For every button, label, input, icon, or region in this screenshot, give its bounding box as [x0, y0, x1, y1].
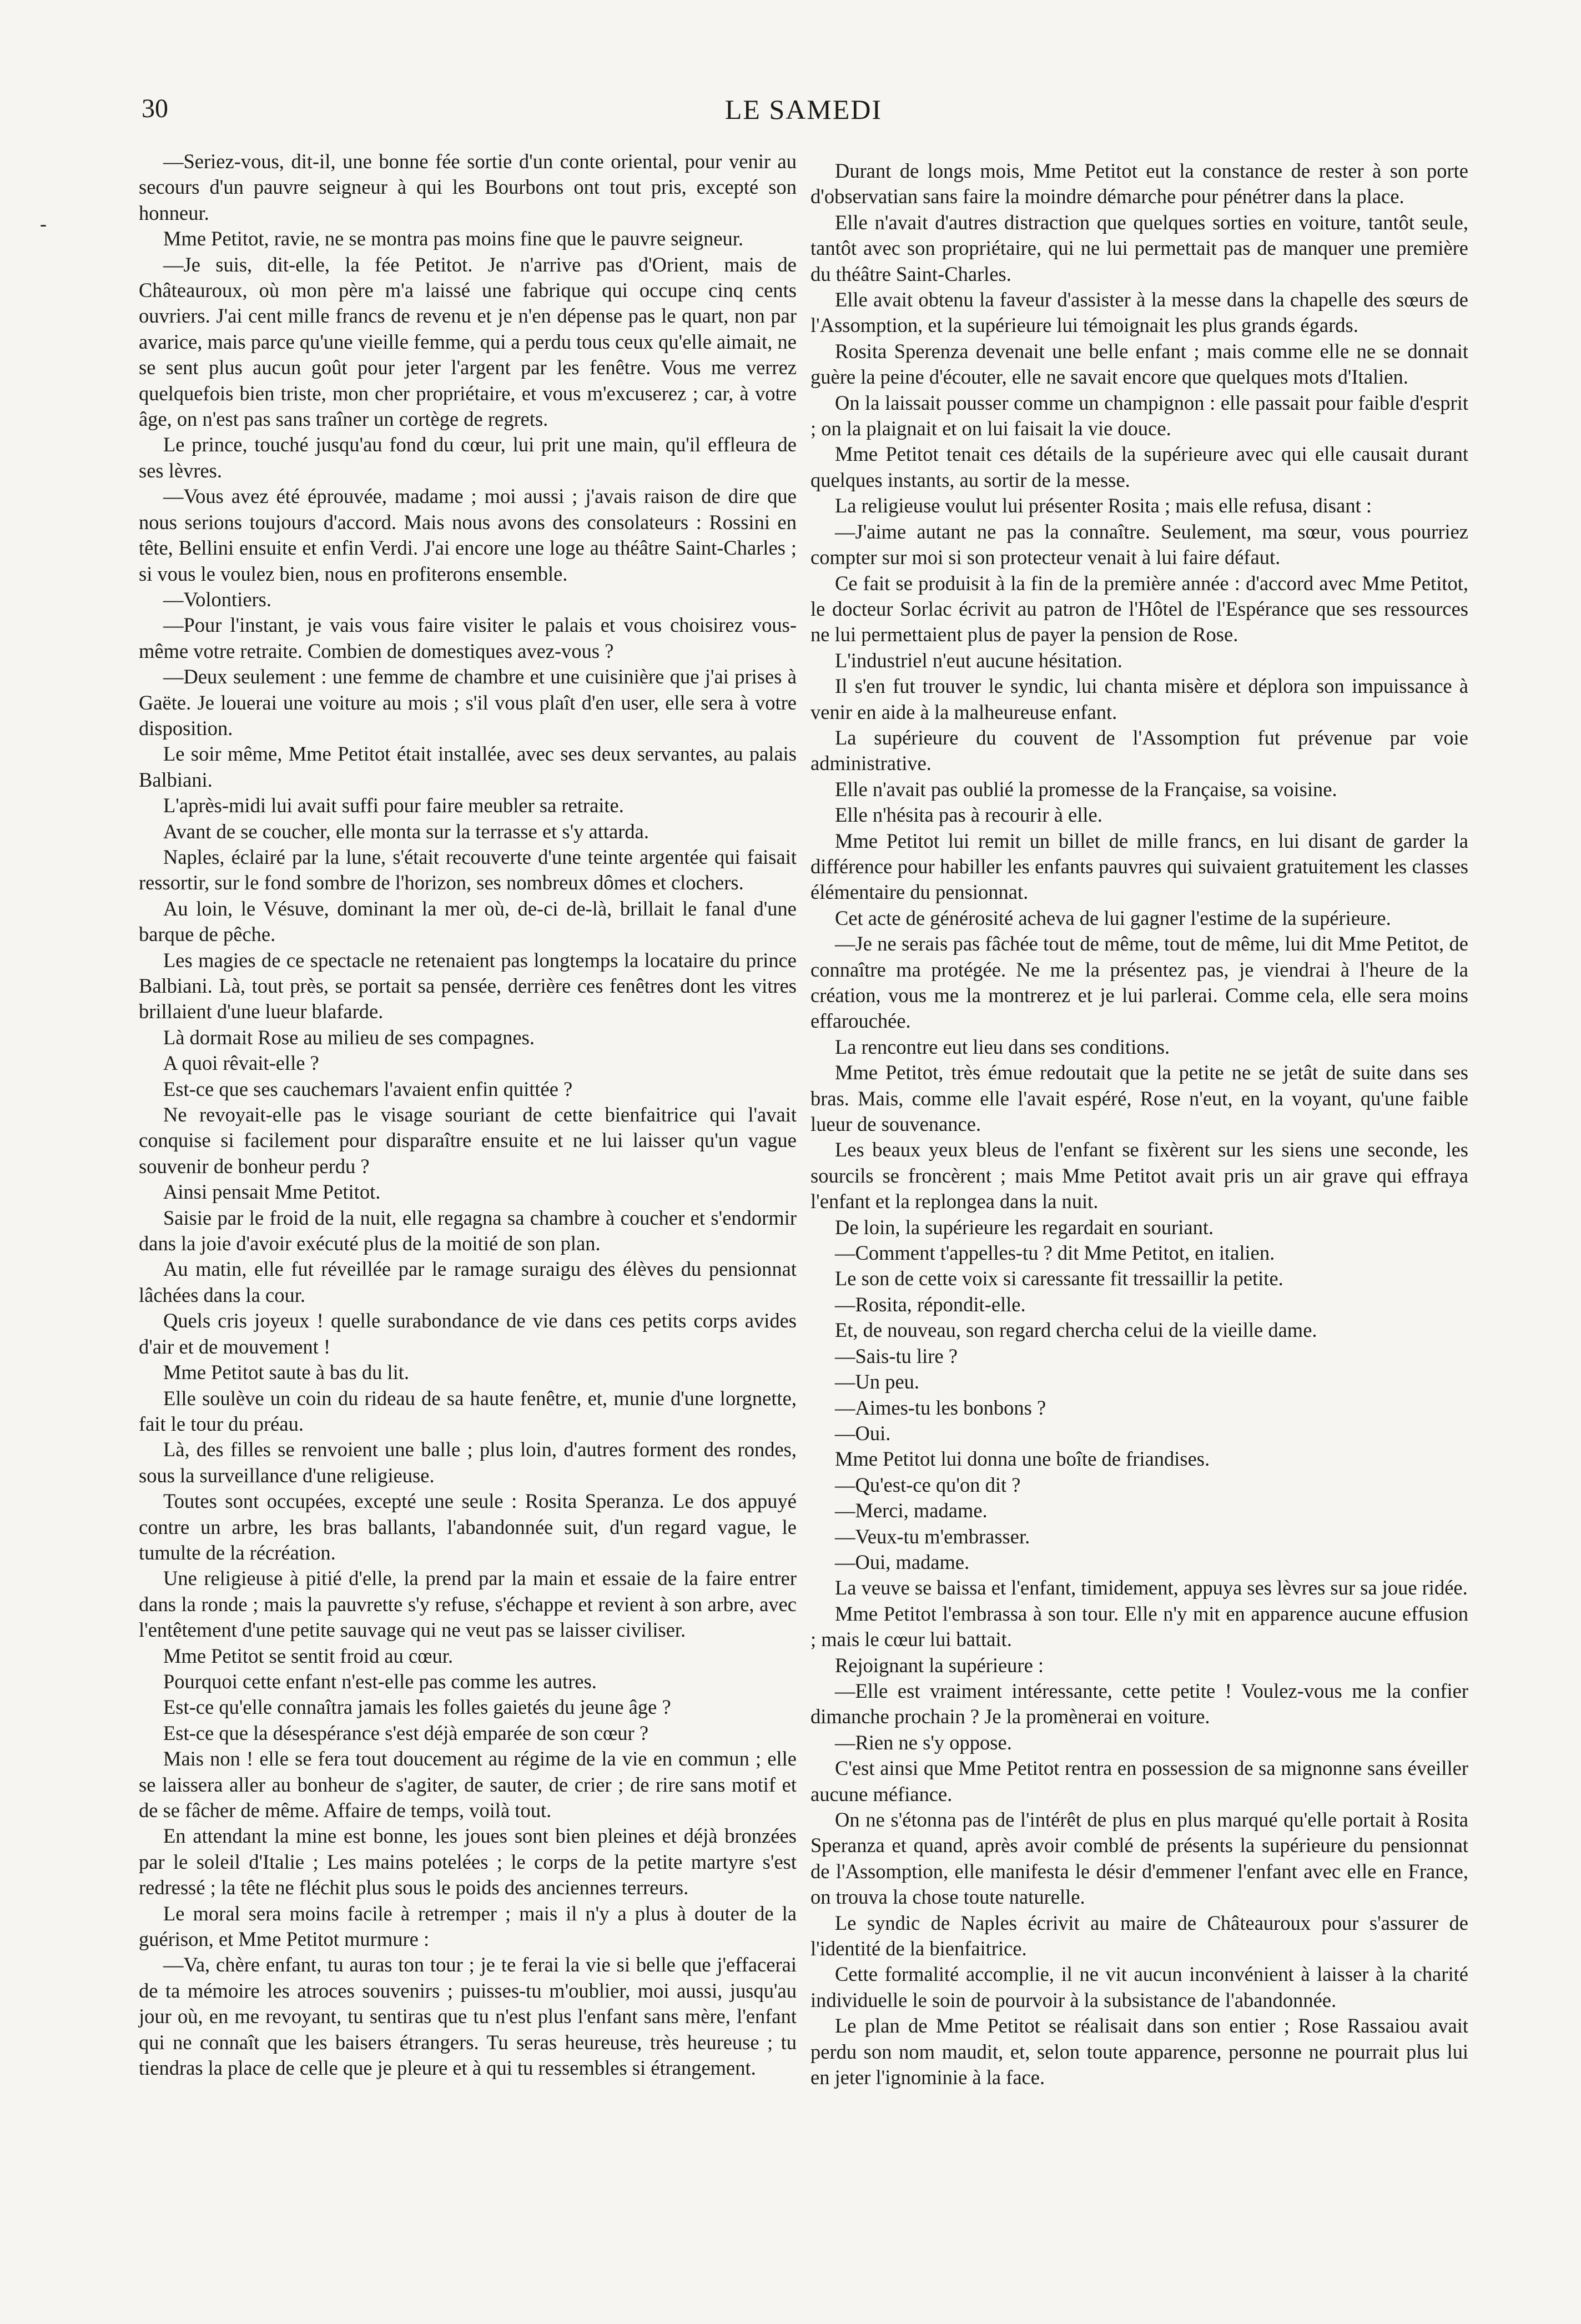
paragraph: Au matin, elle fut réveillée par le ramage suraigu des élèves du pensionnat lâchées dans la cour. [139, 1257, 797, 1306]
paragraph: Elle n'avait d'autres distraction que quelques sorties en voiture, tantôt seule, tantôt avec son propriétaire, qui ne lui permettait pas de manquer une première du théâtre Saint-Charles. [810, 210, 1468, 285]
paragraph: Là, des filles se renvoient une balle ; plus loin, d'autres forment des rondes, sous la surveillance d'une religieuse. [139, 1438, 797, 1487]
paragraph: A quoi rêvait-elle ? [163, 1052, 319, 1075]
paragraph: —Veux-tu m'embrasser. [835, 1525, 1030, 1548]
paragraph: Les beaux yeux bleus de l'enfant se fixèrent sur les siens une seconde, les sourcils se froncèrent ; mais Mme Petitot avait pris un air grave qui effraya l'enfant et la replongea dans la nuit. [810, 1138, 1468, 1213]
paragraph: —Comment t'appelles-tu ? dit Mme Petitot, en italien. [835, 1241, 1275, 1265]
paragraph: Toutes sont occupées, excepté une seule : Rosita Speranza. Le dos appuyé contre un arbre, les bras ballants, l'abandonnée suit, d'un regard vague, le tumulte de la récréation. [139, 1490, 797, 1564]
paragraph: La veuve se baissa et l'enfant, timidement, appuya ses lèvres sur sa joue ridée. [835, 1576, 1468, 1599]
paragraph: L'après-midi lui avait suffi pour faire meubler sa retraite. [163, 794, 624, 817]
paragraph: Mme Petitot lui donna une boîte de friandises. [835, 1447, 1210, 1471]
paragraph: Mme Petitot se sentit froid au cœur. [163, 1644, 454, 1667]
paragraph: Elle n'hésita pas à recourir à elle. [835, 803, 1102, 827]
paragraph: —Pour l'instant, je vais vous faire visiter le palais et vous choisirez vous-même votre retraite. Combien de domestiques avez-vous ? [139, 613, 797, 662]
paragraph: Rosita Sperenza devenait une belle enfant ; mais comme elle ne se donnait guère la peine d'écouter, elle ne savait encore que quelques mots d'Italien. [810, 339, 1468, 389]
paragraph: Cette formalité accomplie, il ne vit aucun inconvénient à laisser à la charité individuelle le soin de pourvoir à la subsistance de l'abandonnée. [810, 1963, 1468, 2011]
paragraph: —Sais-tu lire ? [835, 1344, 958, 1367]
paragraph: Au loin, le Vésuve, dominant la mer où, de-ci de-là, brillait le fanal d'une barque de pêche. [139, 897, 797, 946]
paragraph: —Deux seulement : une femme de chambre et une cuisinière que j'ai prises à Gaëte. Je louerai une voiture au mois ; s'il vous plaît d'en user, elle sera à votre disposition. [139, 665, 797, 740]
paragraph: La rencontre eut lieu dans ses conditions. [835, 1035, 1170, 1058]
paragraph: —Merci, madame. [835, 1499, 988, 1522]
right-column [810, 158, 1468, 2090]
paragraph: —Je ne serais pas fâchée tout de même, tout de même, lui dit Mme Petitot, de connaître ma protégée. Ne me la présentez pas, je viendrai à l'heure de la création, vous me la montrerez et je lui parlerai. Comme cela, elle sera moins effarouchée. [810, 932, 1468, 1033]
paragraph: Mme Petitot saute à bas du lit. [163, 1361, 410, 1384]
page-header [142, 93, 1466, 138]
paragraph: Naples, éclairé par la lune, s'était recouverte d'une teinte argentée qui faisait ressortir, sur le fond sombre de l'horizon, ses nombreux dômes et clochers. [139, 845, 797, 894]
paragraph: —Rien ne s'y oppose. [835, 1731, 1012, 1754]
paragraph: On la laissait pousser comme un champignon : elle passait pour faible d'esprit ; on la plaignait et on lui faisait la vie douce. [810, 391, 1468, 440]
paragraph: Durant de longs mois, Mme Petitot eut la constance de rester à son porte d'observatian sans faire la moindre démarche pour pénétrer dans la place. [810, 159, 1468, 208]
paragraph: Là dormait Rose au milieu de ses compagnes. [163, 1025, 535, 1049]
paragraph: Le soir même, Mme Petitot était installée, avec ses deux servantes, au palais Balbiani. [139, 742, 797, 791]
margin-mark: - [40, 213, 47, 235]
paragraph: Le son de cette voix si caressante fit tressaillir la petite. [835, 1267, 1283, 1290]
paragraph: —Va, chère enfant, tu auras ton tour ; je te ferai la vie si belle que j'effacerai de ta mémoire les atroces souvenirs ; puisses-tu m'oublier, moi aussi, jusqu'au jour où, en me revoyant, tu sentiras que tu n'est plus l'enfant sans mère, l'enfant qui ne connaît que les baisers étrangers. Tu seras heureuse, très heureuse ; tu tiendras la place de celle que je pleure et à qui tu ressembles si étrangement. [139, 1953, 797, 2080]
paragraph: Pourquoi cette enfant n'est-elle pas comme les autres. [163, 1669, 597, 1693]
paragraph: —Rosita, répondit-elle. [835, 1292, 1026, 1316]
paragraph: Le plan de Mme Petitot se réalisait dans son entier ; Rose Rassaiou avait perdu son nom maudit, et, selon toute apparence, personne ne pourrait plus lui en jeter l'ignominie à la face. [810, 2014, 1468, 2089]
paragraph: Mme Petitot l'embrassa à son tour. Elle n'y mit en apparence aucune effusion ; mais le cœur lui battait. [810, 1602, 1468, 1651]
paragraph: La religieuse voulut lui présenter Rosita ; mais elle refusa, disant : [835, 494, 1372, 517]
paragraph: —Qu'est-ce qu'on dit ? [835, 1473, 1021, 1496]
paragraph: Ce fait se produisit à la fin de la première année : d'accord avec Mme Petitot, le docteur Sorlac écrivit au patron de l'Hôtel de l'Espérance que ses ressources ne lui permettaient plus de payer la pension de Rose. [810, 571, 1468, 646]
paragraph: On ne s'étonna pas de l'intérêt de plus en plus marqué qu'elle portait à Rosita Speranza et quand, après avoir comblé de présents la supérieure du pensionnat de l'Assomption, elle manifesta le désir d'emmener l'enfant avec elle en France, on trouva la chose toute naturelle. [810, 1808, 1468, 1909]
paragraph: Mme Petitot tenait ces détails de la supérieure avec qui elle causait durant quelques instants, au sortir de la messe. [810, 442, 1468, 491]
paragraph: —Volontiers. [163, 587, 272, 611]
paragraph: —J'aime autant ne pas la connaître. Seulement, ma sœur, vous pourriez compter sur moi si son protecteur venait à lui faire défaut. [810, 520, 1468, 569]
paragraph: Ne revoyait-elle pas le visage souriant de cette bienfaitrice qui l'avait conquise si facilement pour disparaître ensuite et ne lui laisser qu'un vague souvenir de bonheur perdu ? [139, 1103, 797, 1178]
paragraph: Cet acte de générosité acheva de lui gagner l'estime de la supérieure. [835, 906, 1391, 929]
paragraph: —Je suis, dit-elle, la fée Petitot. Je n'arrive pas d'Orient, mais de Châteauroux, où mon père m'a laissé une fabrique qui occupe cinq cents ouvriers. J'ai cent mille francs de revenu et je n'en dépense pas le quart, non par avarice, mais parce qu'une vieille femme, qui a perdu tous ceux qu'elle aimait, ne se sent plus aucun goût pour jeter l'argent par les fenêtre. Vous me verrez quelquefois bien triste, mon cher propriétaire, et vous m'excuserez ; car, à votre âge, on n'est pas sans traîner un cortège de regrets. [139, 253, 797, 431]
paragraph: Avant de se coucher, elle monta sur la terrasse et s'y attarda. [163, 819, 649, 843]
paragraph: —Un peu. [835, 1370, 920, 1394]
paragraph: Rejoignant la supérieure : [835, 1653, 1044, 1677]
paragraph: De loin, la supérieure les regardait en souriant. [835, 1215, 1214, 1239]
paragraph: Mme Petitot, ravie, ne se montra pas moins fine que le pauvre seigneur. [163, 227, 744, 250]
paragraph: Mme Petitot, très émue redoutait que la petite ne se jetât de suite dans ses bras. Mais, comme elle l'avait espéré, Rose n'eut, en la voyant, qu'une faible lueur de souvenance. [810, 1061, 1468, 1136]
paragraph: Et, de nouveau, son regard chercha celui de la vieille dame. [835, 1319, 1317, 1342]
paragraph: Il s'en fut trouver le syndic, lui chanta misère et déplora son impuissance à venir en aide à la malheureuse enfant. [810, 675, 1468, 723]
page-number: 30 [142, 94, 168, 123]
paragraph: —Seriez-vous, dit-il, une bonne fée sortie d'un conte oriental, pour venir au secours d'un pauvre seigneur à qui les Bourbons ont tout pris, excepté son honneur. [139, 150, 797, 224]
paragraph: Elle n'avait pas oublié la promesse de la Française, sa voisine. [835, 777, 1337, 801]
paragraph: Saisie par le froid de la nuit, elle regagna sa chambre à coucher et s'endormir dans la joie d'avoir exécuté plus de la moitié de son plan. [139, 1206, 797, 1255]
paragraph: Est-ce qu'elle connaîtra jamais les folles gaietés du jeune âge ? [163, 1696, 671, 1719]
paragraph: Ainsi pensait Mme Petitot. [163, 1180, 381, 1204]
paragraph: Le prince, touché jusqu'au fond du cœur, lui prit une main, qu'il effleura de ses lèvres. [139, 433, 797, 482]
paragraph: —Oui, madame. [835, 1550, 970, 1573]
paragraph: Les magies de ce spectacle ne retenaient pas longtemps la locataire du prince Balbiani. Là, tout près, se portait sa pensée, derrière ces fenêtres dont les vitres brillaient d'une lueur blafarde. [139, 948, 797, 1023]
paragraph: En attendant la mine est bonne, les joues sont bien pleines et déjà bronzées par le soleil d'Italie ; Les mains potelées ; le corps de la petite martyre s'est redressé ; la tête ne fléchit plus sous le poids des anciennes terreurs. [139, 1824, 797, 1899]
paragraph: L'industriel n'eut aucune hésitation. [835, 648, 1122, 672]
paragraph: Une religieuse à pitié d'elle, la prend par la main et essaie de la faire entrer dans la ronde ; mais la pauvrette s'y refuse, s'échappe et revient à son arbre, avec l'entêtement d'une petite sauvage qui ne veut pas se laisser civiliser. [139, 1567, 797, 1642]
paragraph: La supérieure du couvent de l'Assomption fut prévenue par voie administrative. [810, 726, 1468, 775]
paragraph: Mme Petitot lui remit un billet de mille francs, en lui disant de garder la différence pour habiller les enfants pauvres qui suivaient gratuitement les classes élémentaire du pensionnat. [810, 829, 1468, 904]
paragraph: Est-ce que la désespérance s'est déjà emparée de son cœur ? [163, 1721, 649, 1744]
paragraph: —Elle est vraiment intéressante, cette petite ! Voulez-vous me la confier dimanche prochain ? Je la promènerai en voiture. [810, 1679, 1468, 1728]
paragraph: Mais non ! elle se fera tout doucement au régime de la vie en commun ; elle se laissera aller au bonheur de s'agiter, de sauter, de crier ; de rire sans motif et de se fâcher de même. Affaire de temps, voilà tout. [139, 1747, 797, 1822]
paragraph: Le moral sera moins facile à retremper ; mais il n'y a plus à douter de la guérison, et Mme Petitot murmure : [139, 1902, 797, 1951]
paragraph: Elle avait obtenu la faveur d'assister à la messe dans la chapelle des sœurs de l'Assomption, et la supérieure lui témoignait les plus grands égards. [810, 288, 1468, 337]
paragraph: Quels cris joyeux ! quelle surabondance de vie dans ces petits corps avides d'air et de mouvement ! [139, 1309, 797, 1358]
paragraph: —Aimes-tu les bonbons ? [835, 1396, 1046, 1419]
paragraph: Est-ce que ses cauchemars l'avaient enfin quittée ? [163, 1077, 573, 1100]
paragraph: —Oui. [835, 1421, 891, 1445]
paragraph: Le syndic de Naples écrivit au maire de Châteauroux pour s'assurer de l'identité de la bienfaitrice. [810, 1911, 1468, 1960]
journal-title: LE SAMEDI [724, 94, 883, 125]
paragraph: —Vous avez été éprouvée, madame ; moi aussi ; j'avais raison de dire que nous serions toujours d'accord. Mais nous avons des consolateurs : Rossini en tête, Bellini ensuite et enfin Verdi. J'ai encore une loge au théâtre Saint-Charles ; si vous le voulez bien, nous en profiterons ensemble. [139, 485, 797, 585]
paragraph: Elle soulève un coin du rideau de sa haute fenêtre, et, munie d'une lorgnette, fait le tour du préau. [139, 1386, 797, 1435]
left-column [139, 149, 797, 2081]
paragraph: C'est ainsi que Mme Petitot rentra en possession de sa mignonne sans éveiller aucune méfiance. [810, 1757, 1468, 1805]
